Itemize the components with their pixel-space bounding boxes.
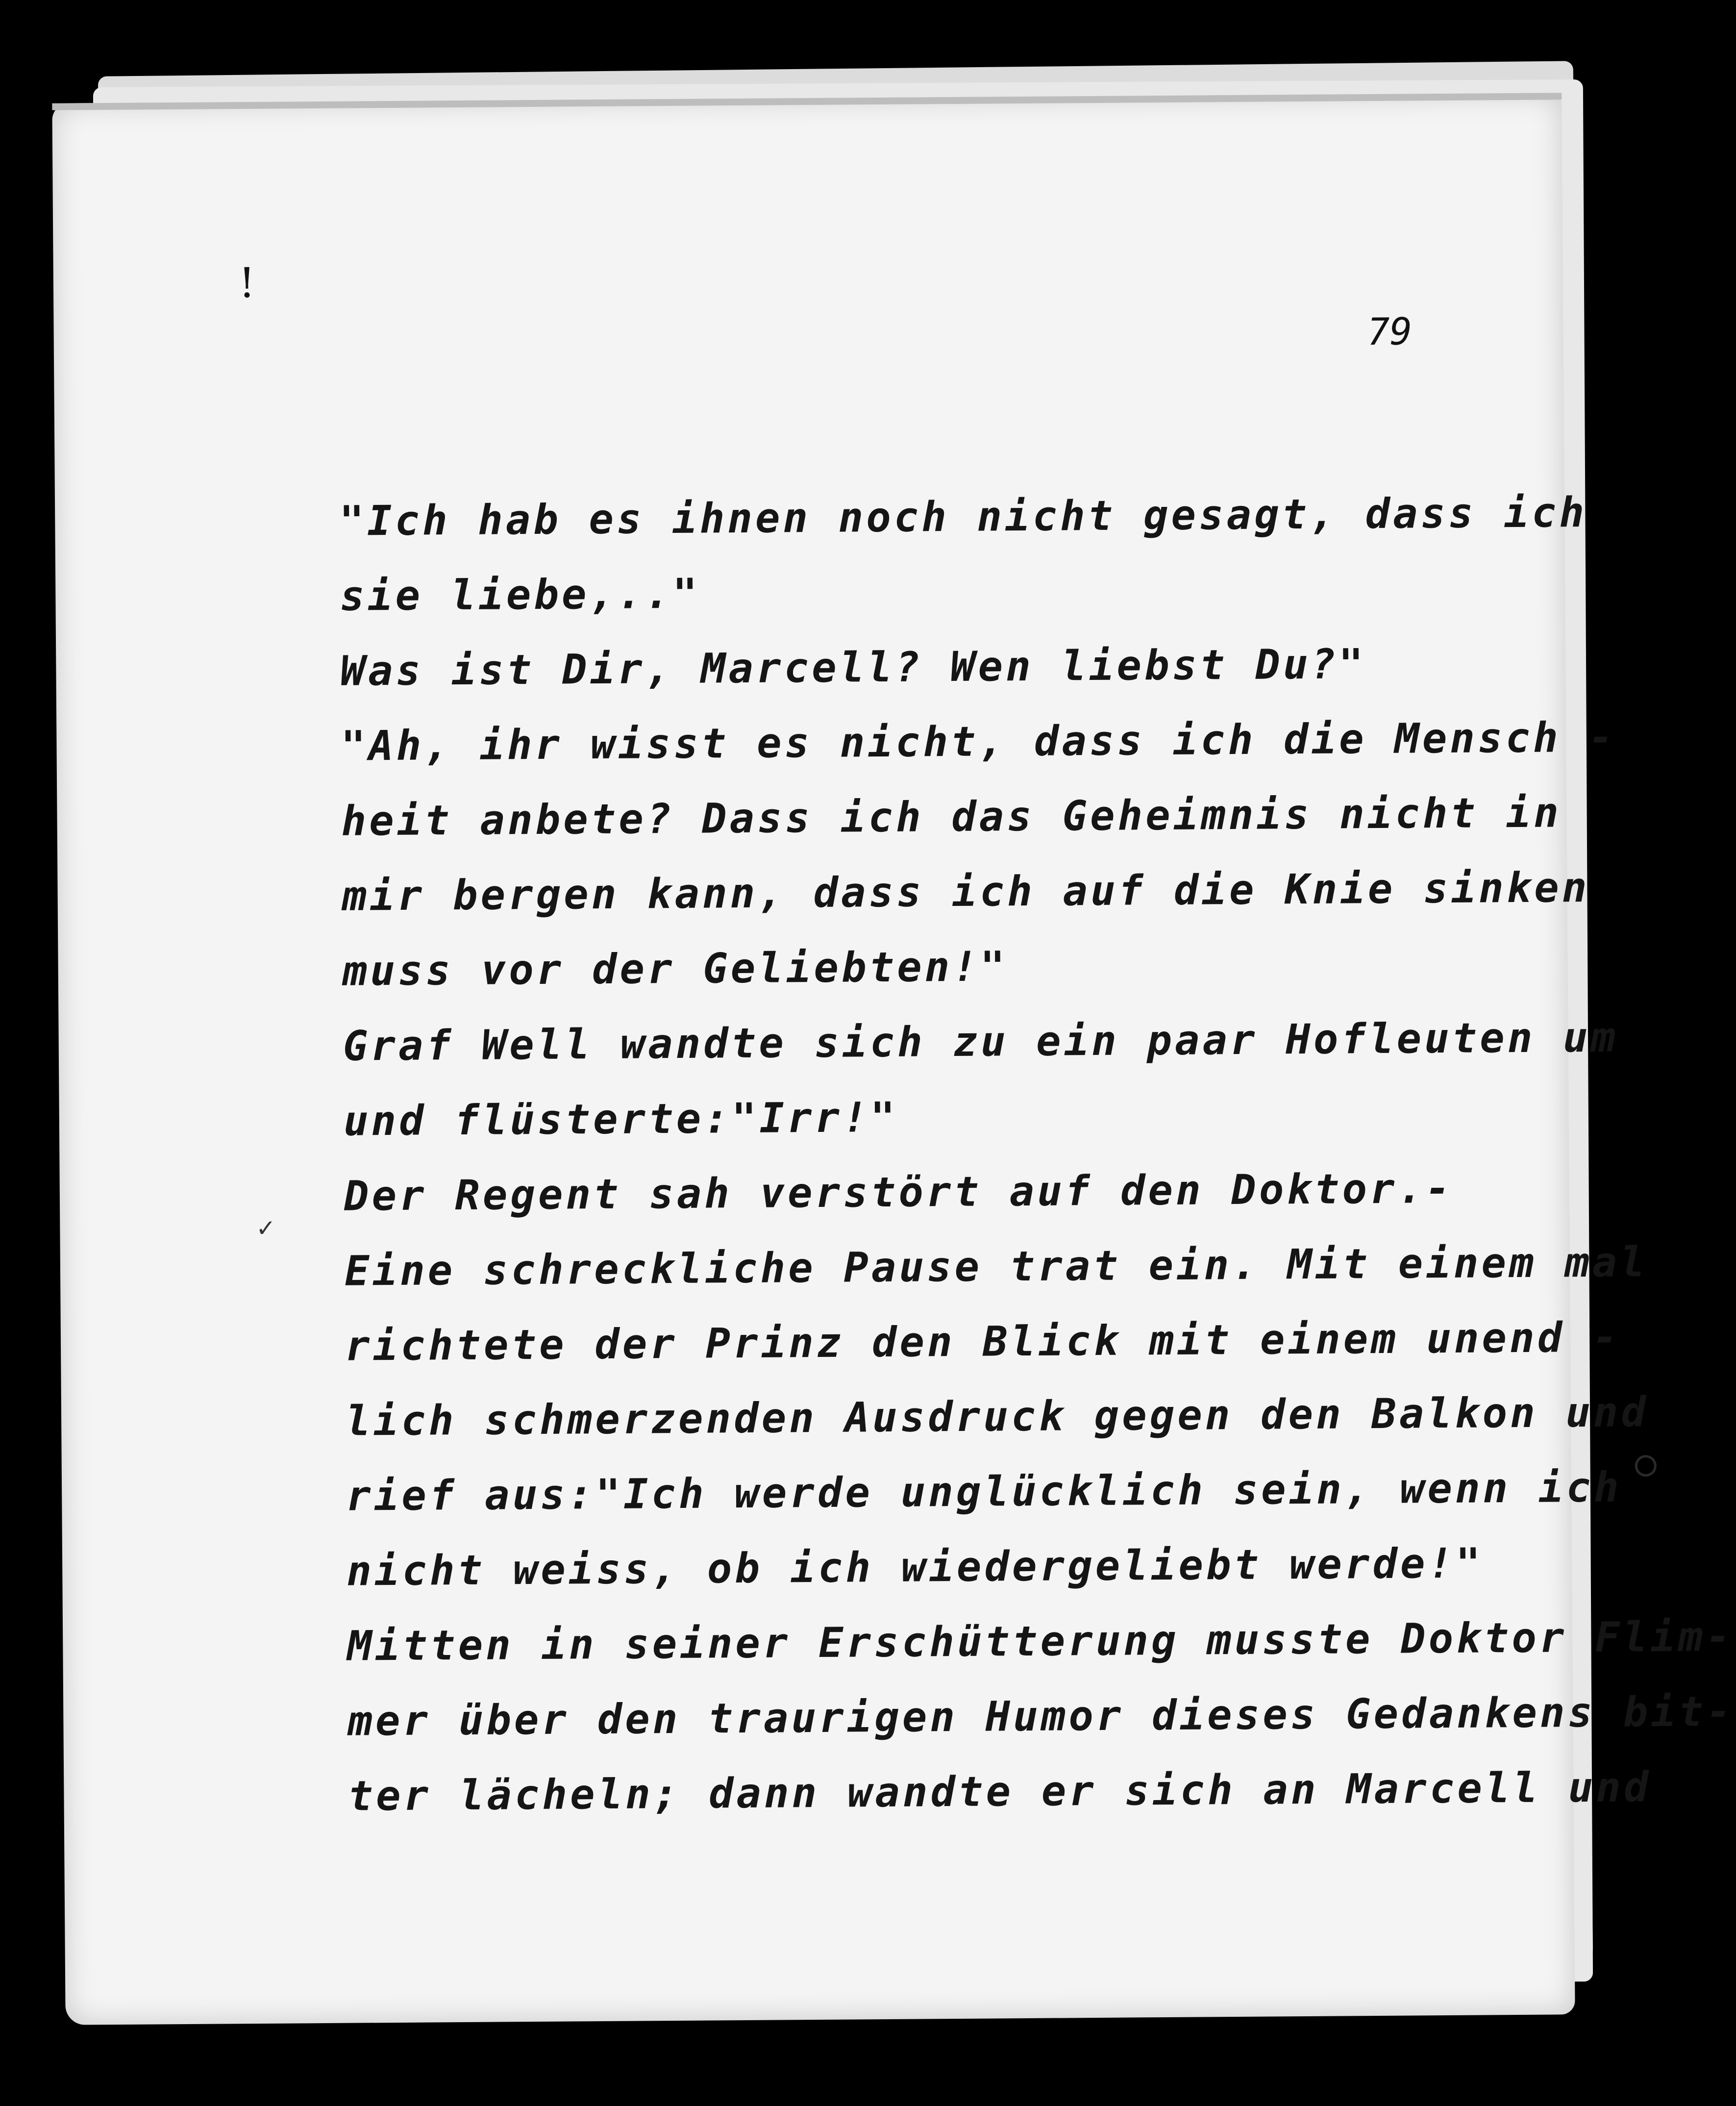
ink-smudge bbox=[1632, 1452, 1660, 1479]
text-line: muss vor der Geliebten!" bbox=[342, 942, 1008, 995]
text-line: Graf Well wandte sich zu ein paar Hofleuten um bbox=[343, 1013, 1619, 1070]
text-line: sie liebe,.." bbox=[340, 569, 701, 620]
text-line: nicht weiss, ob ich wiedergeliebt werde!" bbox=[346, 1539, 1484, 1595]
text-line: Mitten in seiner Erschütterung musste Doktor Flim- bbox=[347, 1612, 1734, 1670]
text-line: rief aus:"Ich werde unglücklich sein, wenn ich bbox=[346, 1463, 1622, 1520]
text-line: "Ah, ihr wisst es nicht, dass ich die Mensch - bbox=[341, 713, 1617, 770]
text-line: und flüsterte:"Irr!" bbox=[343, 1093, 898, 1145]
typewritten-page bbox=[52, 93, 1735, 2025]
page-number: 79 bbox=[1367, 309, 1413, 354]
text-line: richtete der Prinz den Blick mit einem unend - bbox=[345, 1313, 1621, 1370]
text-line: lich schmerzenden Ausdruck gegen den Balkon und bbox=[345, 1388, 1649, 1445]
text-line: "Ich hab es ihnen noch nicht gesagt, dass ich bbox=[339, 488, 1587, 545]
text-line: heit anbete? Dass ich das Geheimnis nicht in bbox=[341, 788, 1562, 845]
text-line: ter lächeln; dann wandte er sich an Marcell und bbox=[348, 1763, 1652, 1820]
text-line: mer über den traurigen Humor dieses Gedankens bit- bbox=[347, 1687, 1735, 1745]
text-line: Der Regent sah verstört auf den Doktor.- bbox=[344, 1164, 1454, 1220]
pen-tick-mark: ✓ bbox=[256, 1214, 276, 1242]
body-text bbox=[339, 475, 1735, 1833]
text-line: Was ist Dir, Marcell? Wen liebst Du?" bbox=[340, 640, 1366, 695]
text-line: Eine schreckliche Pause trat ein. Mit einem mal bbox=[344, 1238, 1648, 1295]
margin-mark: ! bbox=[238, 258, 256, 307]
text-line: mir bergen kann, dass ich auf die Knie sinken bbox=[342, 863, 1590, 920]
